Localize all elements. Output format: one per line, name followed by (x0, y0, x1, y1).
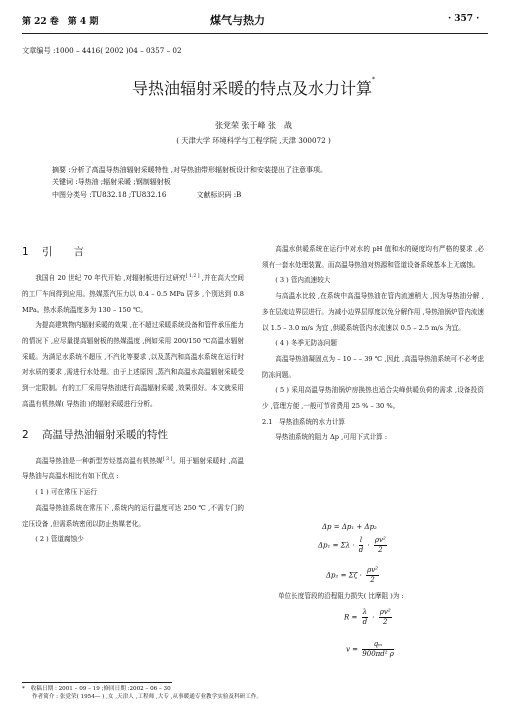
equation-5-den: 900πd² ρ (362, 650, 394, 658)
equation-2-f2-num: ρv² (374, 536, 386, 544)
section1-p1-ref: [ 1,2 ] (185, 274, 200, 279)
equation-1: Δp = Δp₁ + Δp₂ (322, 523, 377, 531)
equation-2-lhs: Δp₁ = Σλ · (318, 541, 355, 550)
equation-5-lhs: v = (346, 645, 359, 654)
section2-p1b-text: 。用于辐射采暖时 ,高温导热油与高温水相比有如下优点 : (22, 456, 244, 481)
header-page: · 357 · (448, 14, 480, 24)
section2-p1 (22, 452, 244, 486)
right-item3-text: 与高温水比较 ,在系统中高温导热油在管内流速稍大 ,因为导热油分解 ,多在层流边界层进行。为减小边界层厚度以免分解作用 ,导热油锅炉管内流速以 1.5 – 3.0 m/s 为宜 ,供暖系统管内水流速以 0.5 – 2.5 m/s 为宜。 (262, 292, 484, 332)
footnote-received: 收稿日期 : 2001 – 09 – 19 ;修回日期 :2002 – 06 – 30 (30, 686, 171, 692)
equation-2 (318, 536, 389, 555)
footnote-received-line (22, 685, 492, 693)
footnote-mark: * (22, 686, 25, 692)
header-journal: 煤气与热力 (210, 14, 265, 27)
right-item4-text: 高温导热油凝固点为 – 10 – – 39 ℃ ,因此 ,高温导热油系统可不必考虑防冻问题。 (262, 354, 484, 379)
doc-code: 文献标识码 :B (196, 190, 242, 199)
section1-num: 1 (22, 246, 29, 258)
section1-heading (22, 244, 244, 259)
equation-4 (344, 608, 394, 627)
right-item3: ( 3 ) 管内流速较大 (275, 276, 331, 285)
equation-5-fraction (362, 640, 394, 659)
equation-2-f2-den: 2 (378, 546, 383, 554)
footnote (22, 685, 492, 702)
abstract: 摘要 :分析了高温导热油辐射采暖特性 ,对导热油带形辐射板设计和安装提出了注意事项。 (52, 166, 328, 174)
section1-p1 (22, 269, 244, 318)
keywords: 关键词 :导热油 ;辐射采暖 ;钢制辐射板 (52, 178, 171, 187)
authors: 张党荣 张于峰 张 战 (214, 121, 293, 130)
section1-title: 引 言 (42, 246, 85, 258)
equation-3-fraction (366, 566, 379, 585)
equation-2-fraction-1 (359, 536, 363, 555)
footnote-rule (22, 682, 172, 683)
right-item5: ( 5 ) 采用高温导热油锅炉房换热也适合尖峰供暖负荷的需求 ,设备投资少 ,管理方便 ,一般可节省费用 25 % – 30 %。 (262, 386, 484, 411)
classification-line (52, 189, 452, 201)
section2-item1: ( 1 ) 可在常压下运行 (35, 488, 97, 497)
equation-4-fraction-1 (362, 608, 368, 627)
equation-2-fraction-2 (374, 536, 387, 555)
equation-2-f1-den: d (358, 546, 364, 554)
section2-item2: ( 2 ) 管道腐蚀少 (35, 535, 84, 544)
subsection-2-1: 2.1 导热油系统的水力计算 (262, 417, 346, 426)
equation-3-den: 2 (370, 576, 375, 584)
subsection-2-1-text: 导热油系统的阻力 Δp ,可用下式计算 : (275, 433, 388, 442)
section2-item1-text: 高温导热油系统在常压下 ,系统内的运行温度可达 250 ℃ ,不需专门的定压设备 ,但需系统密闭以防止热媒老化。 (22, 503, 244, 528)
equation-4-f1-den: d (362, 618, 368, 626)
section2-p1-ref: [ 3 ] (162, 456, 173, 462)
equation-5 (346, 640, 396, 659)
equation-2-dot: · (367, 541, 370, 550)
section1-p1b-text: ,并在高大空间的工厂车间得到应用。热媒蒸汽压力以 0.4 – 0.5 MPa 居多 ,个别达到 0.8 MPa。热水系统温度多为 130 – 150 ℃。 (22, 274, 245, 314)
equation-3 (326, 566, 381, 585)
equation-5-num: qₘ (362, 640, 394, 650)
title-mark: * (372, 76, 375, 83)
article-title (0, 76, 507, 99)
right-p0: 高温水供暖系统在运行中对水的 pH 值和水的硬度均有严格的要求 ,必须有一套水处理装置。而高温导热油对热源和管道设备系统基本上无腐蚀。 (262, 245, 484, 269)
section2-num: 2 (22, 428, 29, 441)
header-issue: 第 22 卷 第 4 期 (22, 17, 99, 27)
section1-p2: 为提高建筑物内辐射采暖的效果 ,在不超过采暖系统设备和管件承压能力的情况下 ,应尽量提高辐射板的热媒温度 ,例如采用 200/150 ℃高温水辐射采暖。为满足水系统不超压 ,不汽化等要求 ,以及蒸汽和高温水系统在运行时对水质的要求 ,需进行水处理。由于上述原因 ,蒸汽和高温水高温辐射采暖受到一定限制。有的工厂采用导热油进行高温辐射采暖 ,效果很好。本文就采用高温有机热媒( 导热油 )的辐射采暖进行分析。 (22, 321, 244, 408)
affiliation: ( 天津大学 环境科学与工程学院 ,天津 300072 ) (176, 136, 331, 145)
equation-2-f1-num: l (359, 536, 363, 544)
section1-p1-text: 我国自 20 世纪 70 年代开始 ,对辐射板进行过研究 (35, 274, 186, 283)
equation-4-dot: · (372, 613, 375, 622)
equation-4-fraction-2 (379, 608, 392, 627)
section2-title: 高温导热油辐射采暖的特性 (42, 428, 169, 441)
section2-p1-text: 高温导热油是一种新型芳烃基高温有机热媒 (35, 456, 163, 465)
title-text: 导热油辐射采暖的特点及水力计算 (131, 79, 372, 98)
equation-4-f1-num: λ (362, 608, 368, 616)
equation-3-num: ρv² (367, 566, 378, 574)
equation-4-f2-num: ρv² (379, 608, 391, 616)
classification: 中图分类号 :TU832.18 ;TU832.16 (52, 190, 167, 199)
header-rule (22, 33, 488, 34)
left-column (22, 244, 244, 548)
right-item4: ( 4 ) 冬季无防冻问题 (275, 339, 337, 348)
equation-4-f2-den: 2 (382, 618, 388, 626)
unit-resistance-text: 单位长度管段的沿程阻力损失( 比摩阻 )为 : (278, 592, 404, 600)
equation-4-lhs: R = (344, 613, 358, 622)
equation-3-lhs: Δp₂ = Σζ · (326, 571, 362, 580)
abstract-block (52, 164, 452, 201)
footnote-author: 作者简介 : 张党荣( 1954— ) ,女 ,天津人 ,工程师 ,大专 ,从事暖通专业教学实验及科研工作。 (32, 694, 262, 701)
article-id: 文章编号 :1000 – 4416( 2002 )04 – 0357 – 02 (22, 46, 182, 55)
right-column (262, 242, 484, 446)
section2-heading (22, 427, 244, 442)
